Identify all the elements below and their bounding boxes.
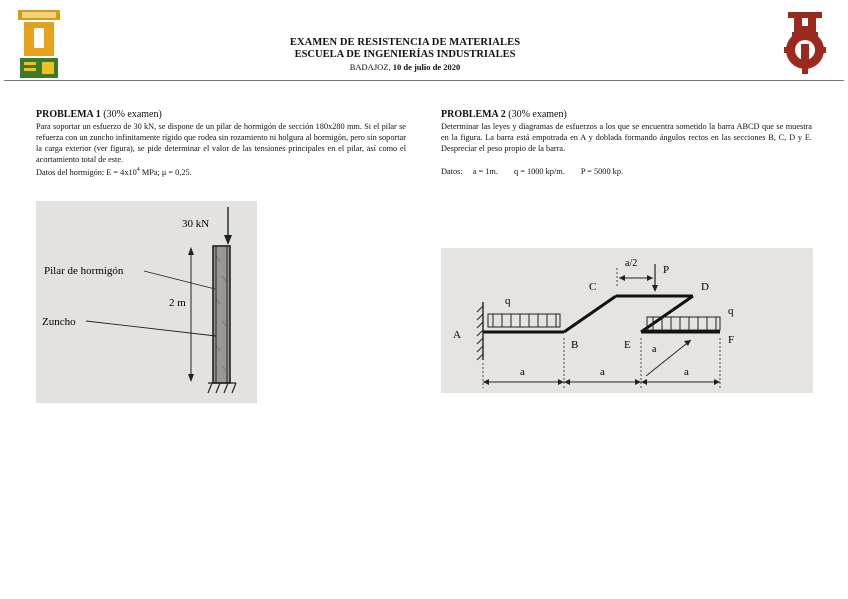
problem2-data-a: a = 1m. xyxy=(472,167,498,176)
label-q-right: q xyxy=(728,305,734,317)
load-label: 30 kN xyxy=(182,218,210,230)
exam-title: EXAMEN DE RESISTENCIA DE MATERIALES xyxy=(289,37,521,48)
problem1-title: PROBLEMA 1 xyxy=(36,109,101,120)
hoop-label: Zuncho xyxy=(42,316,76,328)
problem2-statement: Determinar las leyes y diagramas de esfuerzos a los que se encuentra sometido la barra ABCD que se muestra en la figura. La barra está empotrada en A y doblada formando ángulos rectos en las secciones B, C, D y E. Despreciar el peso propio de la barra. xyxy=(441,122,812,153)
label-p-load: P xyxy=(663,264,670,276)
problem1-data xyxy=(36,167,192,177)
problem1-data-suffix: MPa; μ = 0,25. xyxy=(139,167,192,177)
problem2-data-q: q = 1000 kp/m. xyxy=(514,167,565,176)
problem2-title: PROBLEMA 2 xyxy=(441,109,506,120)
label-q-left: q xyxy=(505,295,511,307)
label-diag-a: a xyxy=(652,344,657,355)
problem1-data-prefix: Datos del hormigón: E = 4x10 xyxy=(36,167,137,177)
problem2-data xyxy=(441,167,623,176)
problem2-data-p: P = 5000 kp. xyxy=(580,167,624,176)
label-c-point: C xyxy=(589,281,597,293)
problem2-heading xyxy=(441,109,567,120)
problem1-statement: Para soportar un esfuerzo de 30 kN, se dispone de un pilar de hormigón de sección 180x280 mm. Si el pilar se refuerza con un zuncho infinitamente rígido que rodea sin rozamiento ni holgura al hormigón, pero sin soportar la carga exterior (ver figura), se pide determinar el valor de las tensiones principales en el pilar, así como el acortamiento total de este. xyxy=(36,122,406,164)
header-divider xyxy=(4,80,844,81)
school-logo xyxy=(782,10,828,76)
problem2-data-label: Datos: xyxy=(441,167,463,176)
label-f-point: F xyxy=(728,334,735,346)
label-dim-a3: a xyxy=(684,366,689,378)
label-b-point: B xyxy=(571,339,579,351)
label-dim-a2: a xyxy=(600,366,605,378)
exam-place-date xyxy=(200,62,610,72)
school-name: ESCUELA DE INGENIERÍAS INDUSTRIALES xyxy=(294,49,516,60)
problem1-data-exponent: 4 xyxy=(136,167,140,173)
label-a-point: A xyxy=(453,329,461,341)
length-label: 2 m xyxy=(169,297,186,309)
exam-date: 10 de julio de 2020 xyxy=(392,62,461,72)
label-d-point: D xyxy=(701,281,709,293)
exam-place: BADAJOZ, xyxy=(349,62,391,72)
pillar-figure xyxy=(36,201,257,403)
label-half-a: a/2 xyxy=(625,258,638,269)
uex-logo xyxy=(16,8,62,80)
problem1-heading xyxy=(36,109,162,120)
problem1-weight: (30% examen) xyxy=(103,109,162,120)
pillar-label: Pilar de hormigón xyxy=(44,265,124,277)
label-dim-a1: a xyxy=(520,366,525,378)
bar-figure xyxy=(441,248,813,393)
label-e-point: E xyxy=(624,339,631,351)
problem2-weight: (30% examen) xyxy=(508,109,567,120)
